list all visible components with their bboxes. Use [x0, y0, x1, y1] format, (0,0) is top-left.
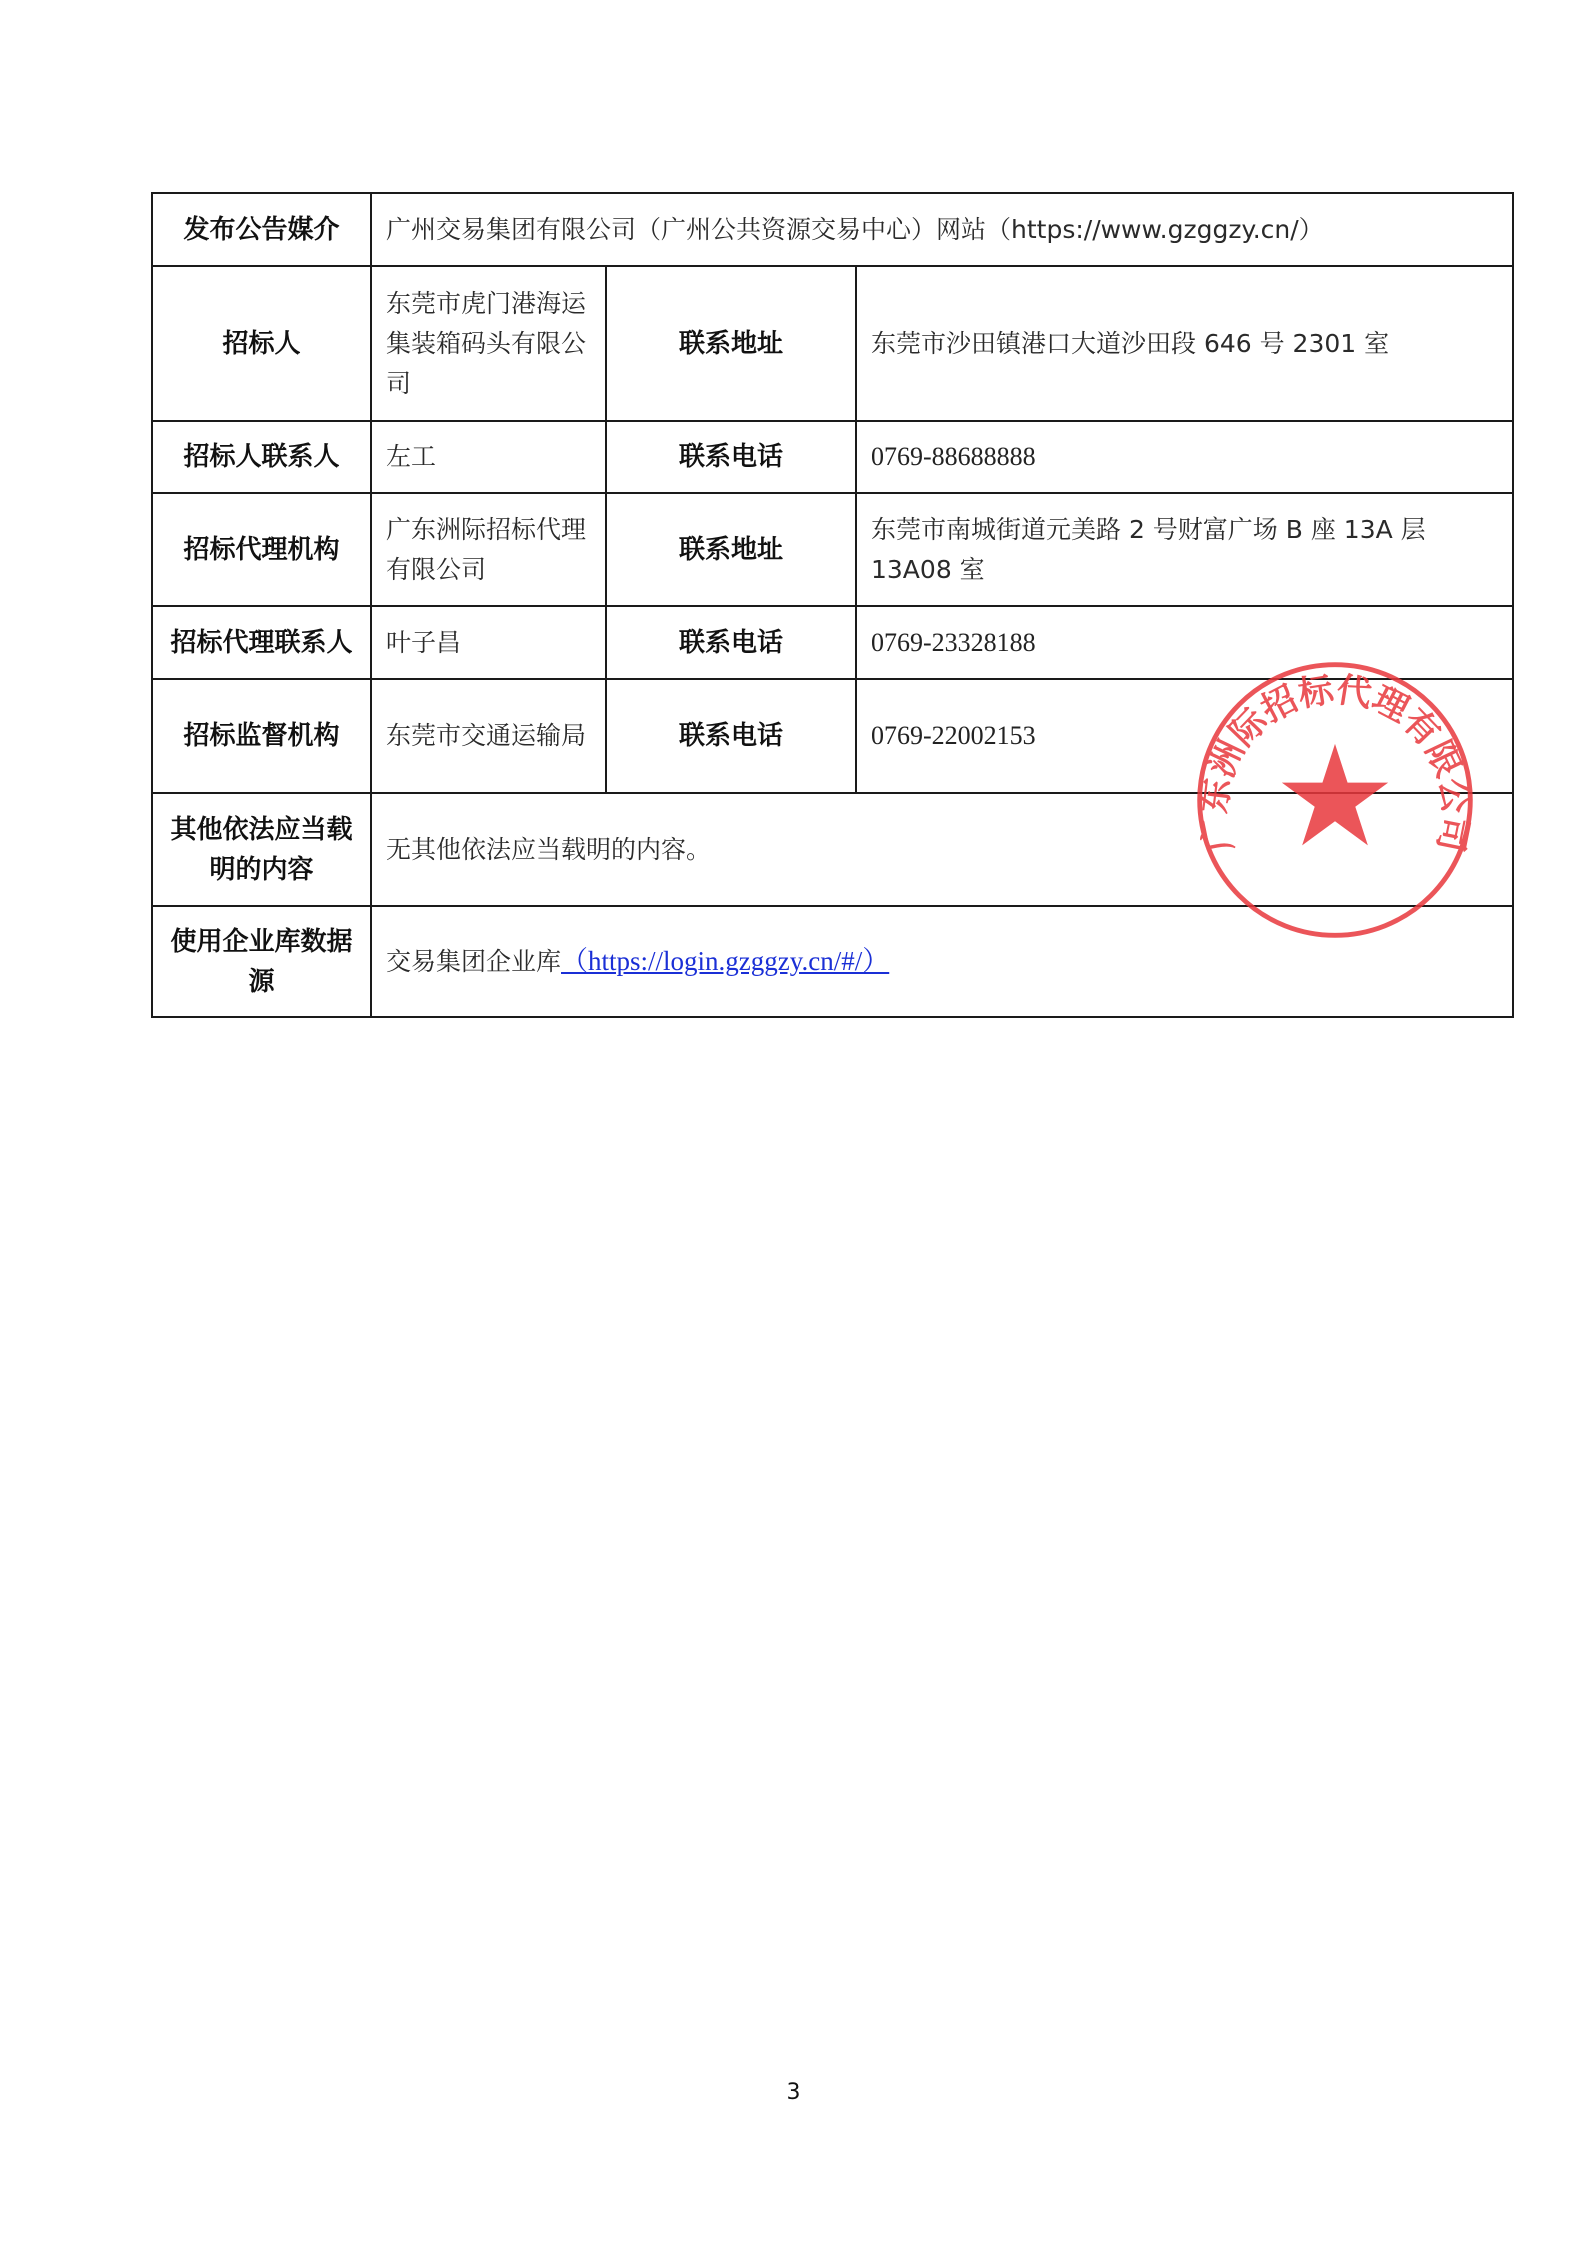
label-data-source: 使用企业库数据源 — [152, 906, 371, 1017]
value-supervisor: 东莞市交通运输局 — [371, 679, 606, 793]
value-tenderer: 东莞市虎门港海运集装箱码头有限公司 — [371, 266, 606, 421]
data-source-prefix: 交易集团企业库 — [386, 947, 562, 976]
table-row-publish-media — [152, 193, 1513, 266]
label-tenderer-phone: 联系电话 — [606, 421, 856, 493]
value-other-content: 无其他依法应当载明的内容。 — [371, 793, 1513, 906]
label-other-content: 其他依法应当载明的内容 — [152, 793, 371, 906]
value-tenderer-phone: 0769-88688888 — [856, 421, 1513, 493]
table-row-tenderer — [152, 266, 1513, 421]
label-tenderer-address: 联系地址 — [606, 266, 856, 421]
tender-info-table — [151, 192, 1514, 1018]
value-publish-media: 广州交易集团有限公司（广州公共资源交易中心）网站（https://www.gzggzy.cn/） — [371, 193, 1513, 266]
table-row-other-content — [152, 793, 1513, 906]
svg-text:广东洲际招标代理有限公司: 广东洲际招标代理有限公司 — [1194, 670, 1476, 856]
value-tenderer-address: 东莞市沙田镇港口大道沙田段 646 号 2301 室 — [856, 266, 1513, 421]
label-tenderer: 招标人 — [152, 266, 371, 421]
label-tenderer-contact: 招标人联系人 — [152, 421, 371, 493]
value-data-source — [371, 906, 1513, 1017]
table-row-supervisor — [152, 679, 1513, 793]
label-agency-phone: 联系电话 — [606, 606, 856, 679]
page-number: 3 — [786, 2080, 801, 2105]
label-supervisor: 招标监督机构 — [152, 679, 371, 793]
table-row-tenderer-contact — [152, 421, 1513, 493]
table-row-agency — [152, 493, 1513, 606]
label-supervisor-phone: 联系电话 — [606, 679, 856, 793]
value-agency-address: 东莞市南城街道元美路 2 号财富广场 B 座 13A 层 13A08 室 — [856, 493, 1513, 606]
value-agency: 广东洲际招标代理有限公司 — [371, 493, 606, 606]
table-row-agency-contact — [152, 606, 1513, 679]
table-row-data-source — [152, 906, 1513, 1017]
enterprise-db-link[interactable]: （https://login.gzggzy.cn/#/） — [561, 946, 890, 976]
value-agency-contact: 叶子昌 — [371, 606, 606, 679]
label-publish-media: 发布公告媒介 — [152, 193, 371, 266]
value-supervisor-phone: 0769-22002153 — [856, 679, 1513, 793]
value-tenderer-contact: 左工 — [371, 421, 606, 493]
label-agency-contact: 招标代理联系人 — [152, 606, 371, 679]
value-agency-phone: 0769-23328188 — [856, 606, 1513, 679]
label-agency: 招标代理机构 — [152, 493, 371, 606]
label-agency-address: 联系地址 — [606, 493, 856, 606]
